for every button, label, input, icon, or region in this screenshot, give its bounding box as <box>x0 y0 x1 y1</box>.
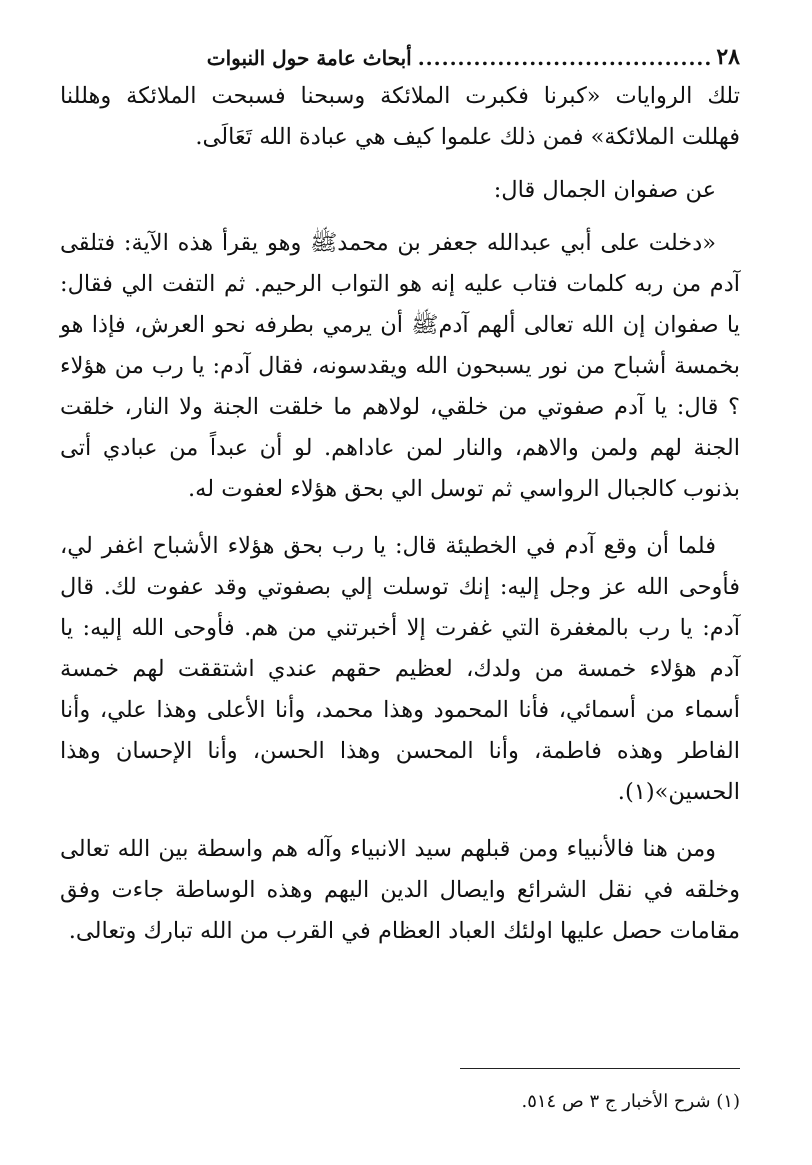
header-dots: ..................................... <box>417 46 713 70</box>
paragraph-2: عن صفوان الجمال قال: <box>493 177 716 203</box>
paragraph-5: ومن هنا فالأنبياء ومن قبلهم سيد الانبياء وآله هم واسطة بين الله تعالى وخلقه في نقل الشرائع وايصال الدين اليهم وهذه الوساطة جاءت وفق مقامات حصل عليها اولئك العباد العظام في القرب من الله تبارك وتعالى. <box>60 836 740 944</box>
page-header <box>60 30 740 70</box>
paragraph-4: فلما أن وقع آدم في الخطيئة قال: يا رب بحق هؤلاء الأشباح اغفر لي، فأوحى الله عز وجل إليه: إنك توسلت إلي بصفوتي وقد عفوت لك. قال آدم: يا رب بالمغفرة التي غفرت إلا أخبرتني من هم. فأوحى الله إليه: يا آدم هؤلاء خمسة من ولدك، لعظيم حقهم عندي اشتققت لهم خمسة أسماء من أسمائي، فأنا المحمود وهذا محمد، وأنا الأعلى وهذا علي، وأنا الفاطر وهذه فاطمة، وأنا المحسن وهذا الحسن، وأنا الإحسان وهذا الحسين»(١). <box>60 533 740 805</box>
paragraph-1: تلك الروايات «كبرنا فكبرت الملائكة وسبحنا فسبحت الملائكة وهللنا فهللت الملائكة» فمن ذلك علموا كيف هي عبادة الله تَعَالَى. <box>60 83 740 150</box>
paragraph-3-quote: «دخلت على أبي عبدالله جعفر بن محمدﷺ وهو يقرأ هذه الآية: فتلقى آدم من ربه كلمات فتاب عليه إنه هو التواب الرحيم. ثم التفت الي فقال: يا صفوان إن الله تعالى ألهم آدمﷺ أن يرمي بطرفه نحو العرش، فإذا هو بخمسة أشباح من نور يسبحون الله ويقدسونه، فقال آدم: يا رب من هؤلاء ؟ قال: يا آدم صفوتي من خلقي، لولاهم ما خلقت الجنة ولا النار، خلقت الجنة لهم ولمن والاهم، والنار لمن عاداهم. لو أن عبداً من عبادي أتى بذنوب كالجبال الرواسي ثم توسل الي بحق هؤلاء لعفوت له. <box>60 230 740 502</box>
page-number: ٢٨ <box>716 44 740 70</box>
running-title: أبحاث عامة حول النبوات <box>206 46 412 70</box>
book-page <box>60 30 740 1135</box>
footnote: (١) شرح الأخبار ج ٣ ص ٥١٤. <box>521 1091 740 1112</box>
footnote-separator <box>460 1068 740 1069</box>
